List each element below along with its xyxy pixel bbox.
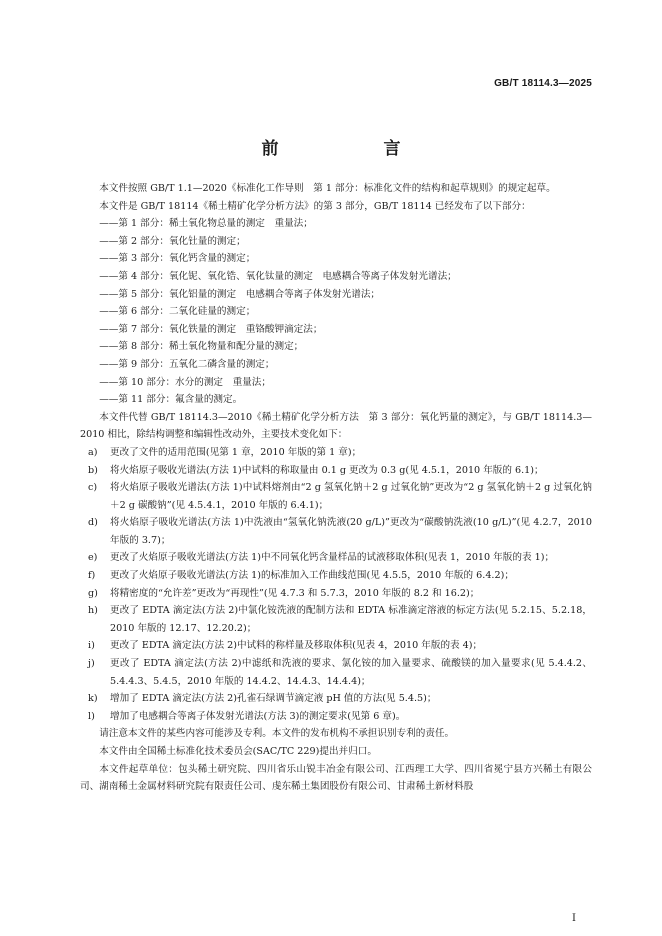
item-marker: c) [88,482,98,494]
item-text: 增加了 EDTA 滴定法(方法 2)孔雀石绿调节滴定液 pH 值的方法(见 5.4.5)； [110,693,437,705]
item-text: 更改了文件的适用范围(见第 1 章，2010 年版的第 1 章)； [110,446,362,458]
document-code: GB/T 18114.3—2025 [494,78,592,89]
list-item: ——第 10 部分：水分的测定 重量法； [99,376,271,388]
list-item: ——第 2 部分：氧化钍量的测定； [99,235,246,247]
item-text: 更改了火焰原子吸收光谱法(方法 1)中不同氧化钙含量样品的试液移取体积(见表 1，2010 年版的表 1)； [110,552,555,564]
list-item [80,690,592,708]
intro-paragraph: 本文件按照 GB/T 1.1—2020《标准化工作导则 第 1 部分：标准化文件的结构和起草规则》的规定起草。 [99,183,556,194]
list-item: ——第 4 部分：氧化铌、氧化锆、氧化钛量的测定 电感耦合等离子体发射光谱法； [99,270,457,282]
item-marker: l) [88,710,95,722]
page-number: I [572,913,576,924]
item-text: 增加了电感耦合等离子体发射光谱法(方法 3)的测定要求(见第 6 章)。 [110,710,406,722]
item-marker: j) [88,658,95,670]
item-text: 更改了火焰原子吸收光谱法(方法 1)的标准加入工作曲线范围(见 4.5.5，2010 年版的 6.4.2)； [110,570,514,582]
list-item [80,708,592,726]
list-item [80,567,592,585]
list-item [80,514,592,549]
item-marker: d) [88,517,98,529]
list-item: ——第 8 部分：稀土氧化物量和配分量的测定； [99,341,304,353]
item-text: 将火焰原子吸收光谱法(方法 1)中试料熔剂由“2 g 氢氧化钠＋2 g 过氧化钠”更改为“2 g 氢氧化钠＋2 g 过氧化钠＋2 g 碳酸钠”(见 4.5.4.1，2010 年版的 6.4.1)； [110,482,592,511]
drafting-units-paragraph: 本文件起草单位：包头稀土研究院、四川省乐山锐丰冶金有限公司、江西理工大学、四川省冕宁县方兴稀土有限公司、湖南稀土金属材料研究院有限责任公司、虔东稀土集团股份有限公司、甘肃稀土新材料股 [80,763,592,793]
page-title: 前 言 [261,139,445,159]
list-item [80,479,592,514]
list-item [80,585,592,603]
list-item [80,462,592,480]
patent-notice: 请注意本文件的某些内容可能涉及专利。本文件的发布机构不承担识别专利的责任。 [99,728,455,740]
item-text: 更改了 EDTA 滴定法(方法 2)中氯化铵洗液的配制方法和 EDTA 标准滴定溶液的标定方法(见 5.2.15、5.2.18，2010 年版的 12.17、12.20.2)； [110,605,592,634]
changes-list [80,444,592,726]
list-item: ——第 6 部分：二氧化硅量的测定； [99,306,256,318]
item-marker: k) [88,693,98,705]
list-item: ——第 7 部分：氧化铁量的测定 重铬酸钾滴定法； [99,323,323,335]
item-text: 将精密度的“允许差”更改为“再现性”(见 4.7.3 和 5.7.3，2010 年版的 8.2 和 16.2)； [110,587,480,599]
item-text: 将火焰原子吸收光谱法(方法 1)中洗液由“氢氧化钠洗液(20 g/L)”更改为“碳酸钠洗液(10 g/L)”(见 4.2.7，2010 年版的 3.7)； [110,517,592,546]
list-item: ——第 9 部分：五氧化二磷含量的测定； [99,358,275,370]
list-item [80,444,592,462]
item-text: 更改了 EDTA 滴定法(方法 2)中滤纸和洗液的要求、氯化铵的加入量要求、硫酸镁的加入量要求(见 5.4.4.2、5.4.4.3、5.4.5，2010 年版的 14.4.2、14.4.3、14.4.4)； [110,658,592,687]
item-marker: e) [88,552,98,564]
item-text: 将火焰原子吸收光谱法(方法 1)中试料的称取量由 0.1 g 更改为 0.3 g(见 4.5.1，2010 年版的 6.1)； [110,464,544,476]
replacement-paragraph: 本文件代替 GB/T 18114.3—2010《稀土精矿化学分析方法 第 3 部分：氧化钙量的测定》，与 GB/T 18114.3—2010 相比，除结构调整和编辑性改动外，主要技术变化如下： [80,411,592,441]
list-item [80,637,592,655]
list-item [80,655,592,690]
parts-list [80,215,592,409]
foreword-body [80,180,592,796]
item-marker: i) [88,640,95,652]
list-item: ——第 3 部分：氧化钙含量的测定； [99,253,256,265]
intro-paragraph: 本文件是 GB/T 18114《稀土精矿化学分析方法》的第 3 部分，GB/T 18114 已经发布了以下部分： [99,200,531,212]
item-marker: f) [88,570,96,582]
proposer-paragraph: 本文件由全国稀土标准化技术委员会(SAC/TC 229)提出并归口。 [99,746,377,757]
list-item [80,549,592,567]
item-marker: a) [88,446,98,458]
list-item: ——第 5 部分：氧化铝量的测定 电感耦合等离子体发射光谱法； [99,288,381,300]
list-item: ——第 1 部分：稀土氧化物总量的测定 重量法； [99,218,313,230]
list-item [80,602,592,637]
item-marker: g) [88,587,98,599]
list-item: ——第 11 部分：氟含量的测定。 [99,394,243,406]
item-text: 更改了 EDTA 滴定法(方法 2)中试料的称样量及移取体积(见表 4，2010 年版的表 4)； [110,640,483,652]
item-marker: h) [88,605,98,617]
item-marker: b) [88,464,98,476]
